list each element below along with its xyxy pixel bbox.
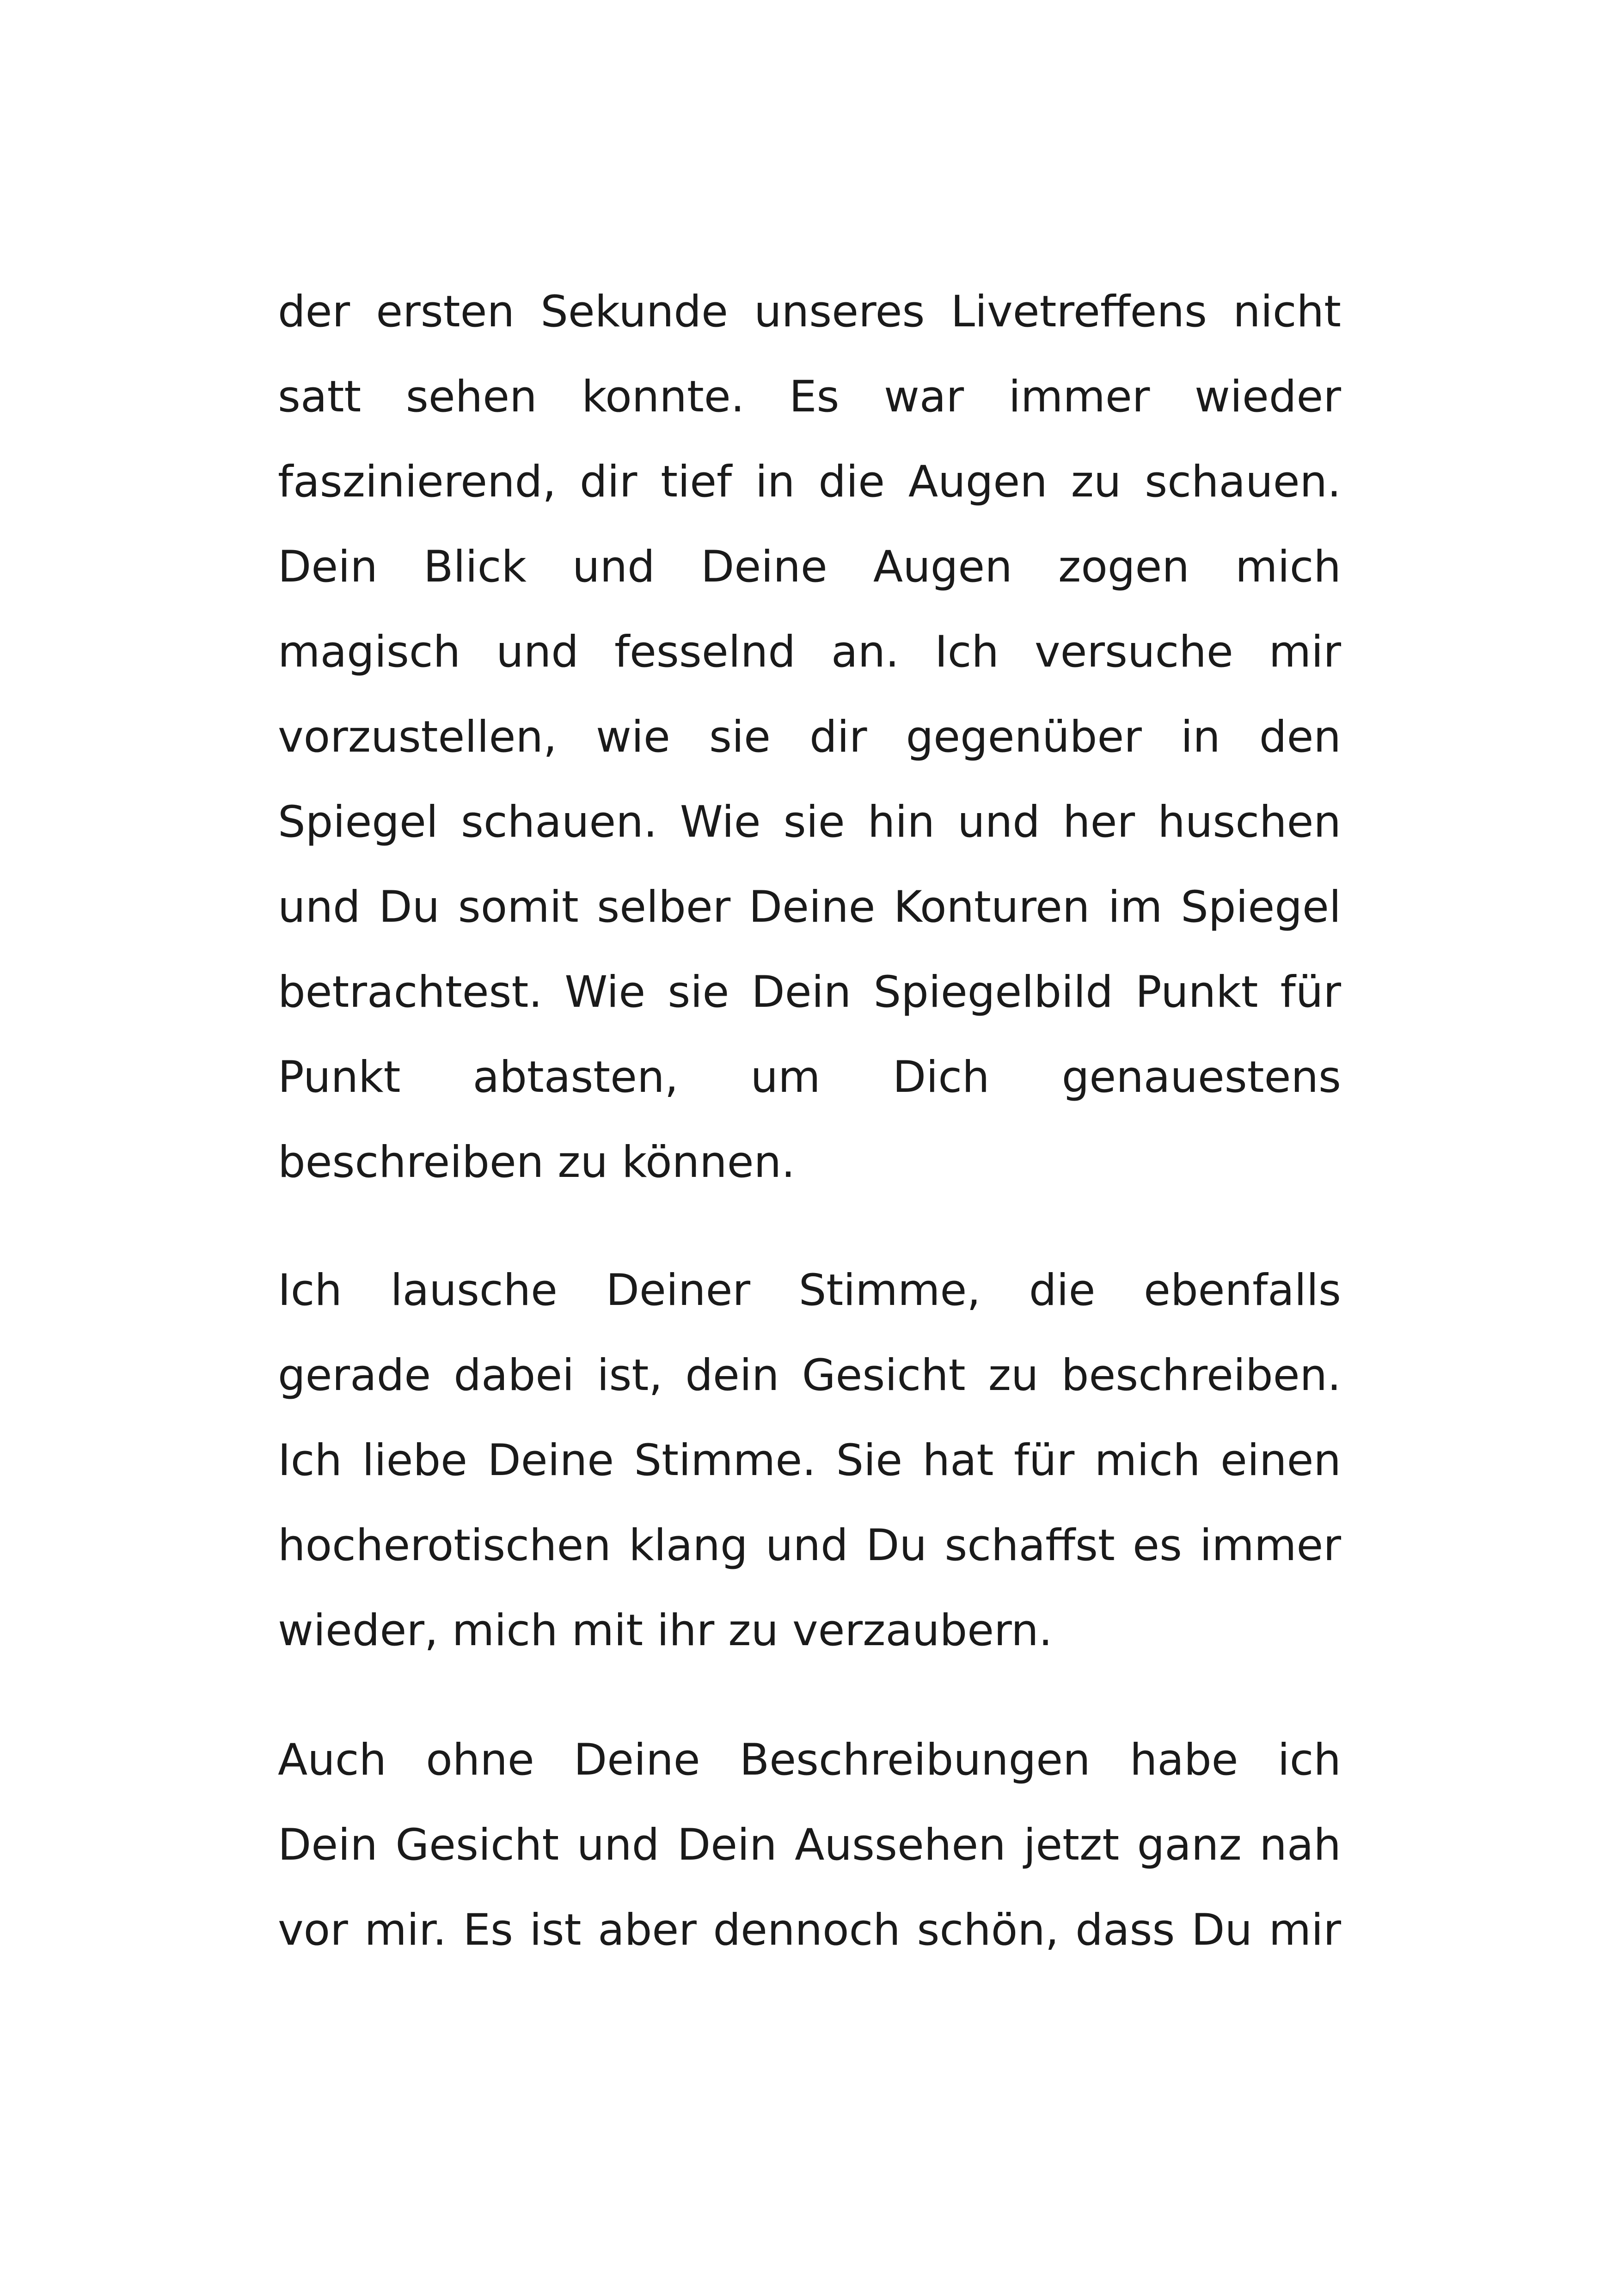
paragraph-2 (278, 1248, 1341, 1673)
text-line: Ich liebe Deine Stimme. Sie hat für mich einen (278, 1435, 1341, 1486)
text-line: Punkt abtasten, um Dich genauestens (278, 1052, 1341, 1102)
text-line: wieder, mich mit ihr zu verzaubern. (278, 1605, 1053, 1656)
text-line: faszinierend, dir tief in die Augen zu schauen. (278, 457, 1341, 507)
text-line: beschreiben zu können. (278, 1137, 796, 1188)
text-line: gerade dabei ist, dein Gesicht zu beschreiben. (278, 1350, 1341, 1401)
text-line: satt sehen konnte. Es war immer wieder (278, 372, 1341, 422)
paragraph-3 (278, 1718, 1341, 1973)
text-line: Ich lausche Deiner Stimme, die ebenfalls (278, 1265, 1341, 1316)
text-line: hocherotischen klang und Du schaffst es immer (278, 1520, 1341, 1571)
text-line: magisch und fesselnd an. Ich versuche mir (278, 627, 1341, 677)
text-line: Auch ohne Deine Beschreibungen habe ich (278, 1735, 1341, 1785)
text-line: vor mir. Es ist aber dennoch schön, dass Du mir (278, 1905, 1341, 1955)
text-line: Dein Blick und Deine Augen zogen mich (278, 542, 1341, 592)
text-line: Spiegel schauen. Wie sie hin und her huschen (278, 797, 1341, 847)
text-line: Dein Gesicht und Dein Aussehen jetzt ganz nah (278, 1820, 1341, 1870)
text-line: der ersten Sekunde unseres Livetreffens nicht (278, 287, 1341, 337)
text-line: betrachtest. Wie sie Dein Spiegelbild Punkt für (278, 967, 1341, 1017)
paragraph-1 (278, 269, 1341, 1205)
text-line: vorzustellen, wie sie dir gegenüber in den (278, 712, 1341, 762)
text-line: und Du somit selber Deine Konturen im Spiegel (278, 882, 1341, 932)
